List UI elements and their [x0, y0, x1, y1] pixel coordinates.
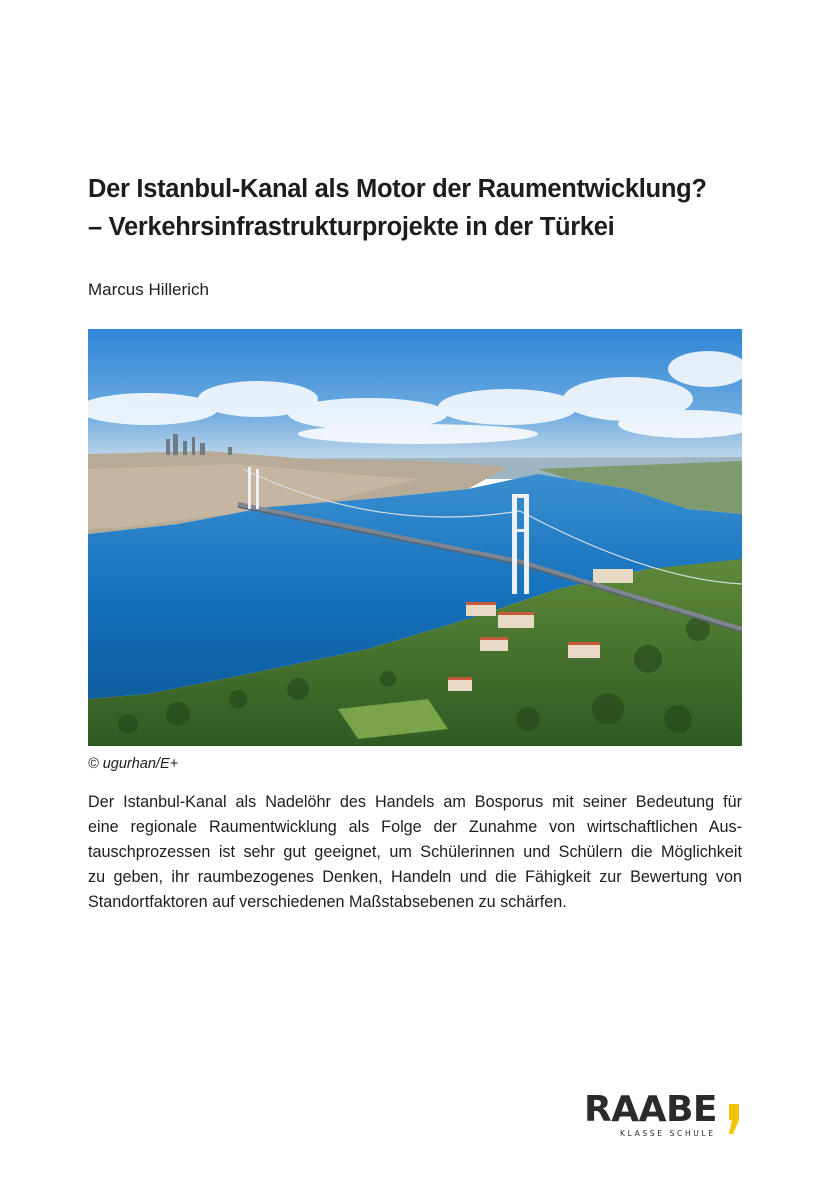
paragraph-line: tauschprozessen ist sehr gut geeignet, um Schülerinnen und Schülern die Möglichkeit — [88, 843, 742, 861]
logo-tagline: KLASSE SCHULE — [620, 1129, 716, 1138]
logo-wordmark: RAABE — [584, 1089, 717, 1130]
raabe-logo — [584, 1090, 746, 1142]
paragraph-line: Standortfaktoren auf verschiedenen Maßstabsebenen zu schärfen. — [88, 893, 567, 911]
author-name: Marcus Hillerich — [88, 280, 209, 299]
paragraph-line: zu geben, ihr raumbezogenes Denken, Handeln und die Fähigkeit zur Bewertung von — [88, 868, 742, 886]
logo-comma-icon — [727, 1104, 741, 1134]
bosphorus-bridge-photo — [88, 329, 742, 746]
intro-paragraph — [88, 790, 742, 915]
paragraph-line: Der Istanbul-Kanal als Nadelöhr des Handels am Bosporus mit seiner Bedeutung für — [88, 793, 742, 811]
paragraph-line: eine regionale Raumentwicklung als Folge der Zunahme von wirtschaftlichen Aus- — [88, 818, 742, 836]
title-line-1: Der Istanbul-Kanal als Motor der Raumentwicklung? — [88, 175, 707, 203]
photo-illustration — [88, 329, 742, 746]
document-title — [88, 170, 768, 246]
image-credit: © ugurhan/E+ — [88, 756, 179, 772]
title-line-2: – Verkehrsinfrastrukturprojekte in der Türkei — [88, 213, 615, 241]
